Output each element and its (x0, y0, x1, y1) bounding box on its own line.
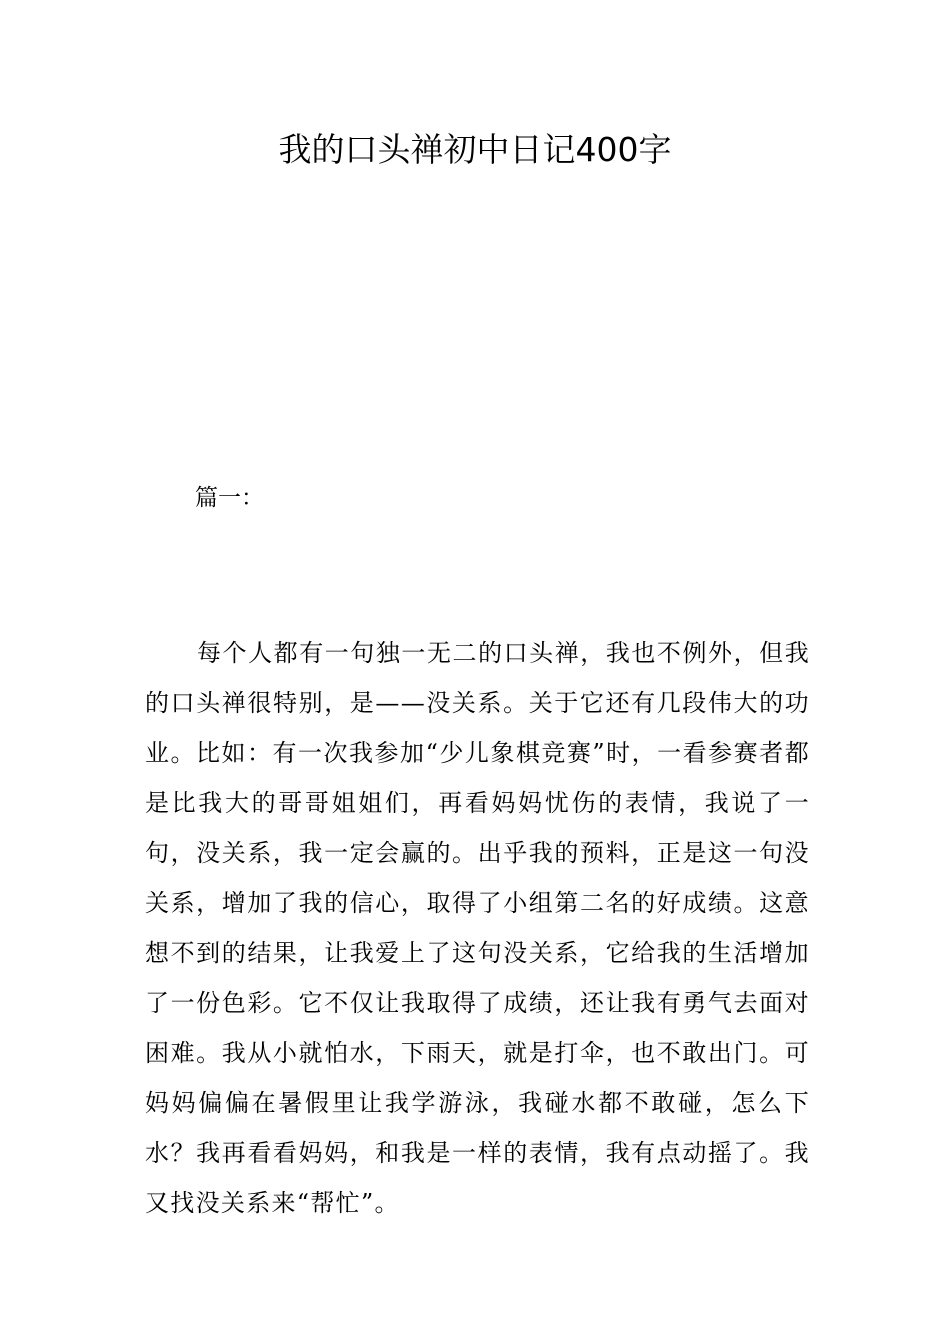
body-paragraph: 每个人都有一句独一无二的口头禅，我也不例外，但我的口头禅很特别，是——没关系。关于它还有几段伟大的功业。比如：有一次我参加“少儿象棋竞赛”时，一看参赛者都是比我大的哥哥姐姐们，再看妈妈忧伤的表情，我说了一句，没关系，我一定会赢的。出乎我的预料，正是这一句没关系，增加了我的信心，取得了小组第二名的好成绩。这意想不到的结果，让我爱上了这句没关系，它给我的生活增加了一份色彩。它不仅让我取得了成绩，还让我有勇气去面对困难。我从小就怕水，下雨天，就是打伞，也不敢出门。可妈妈偏偏在暑假里让我学游泳，我碰水都不敢碰，怎么下水？我再看看妈妈，和我是一样的表情，我有点动摇了。我又找没关系来“帮忙”。 (145, 639, 810, 1217)
section-heading: 篇一： (195, 485, 264, 511)
document-title: 我的口头禅初中日记400字 (278, 130, 672, 169)
